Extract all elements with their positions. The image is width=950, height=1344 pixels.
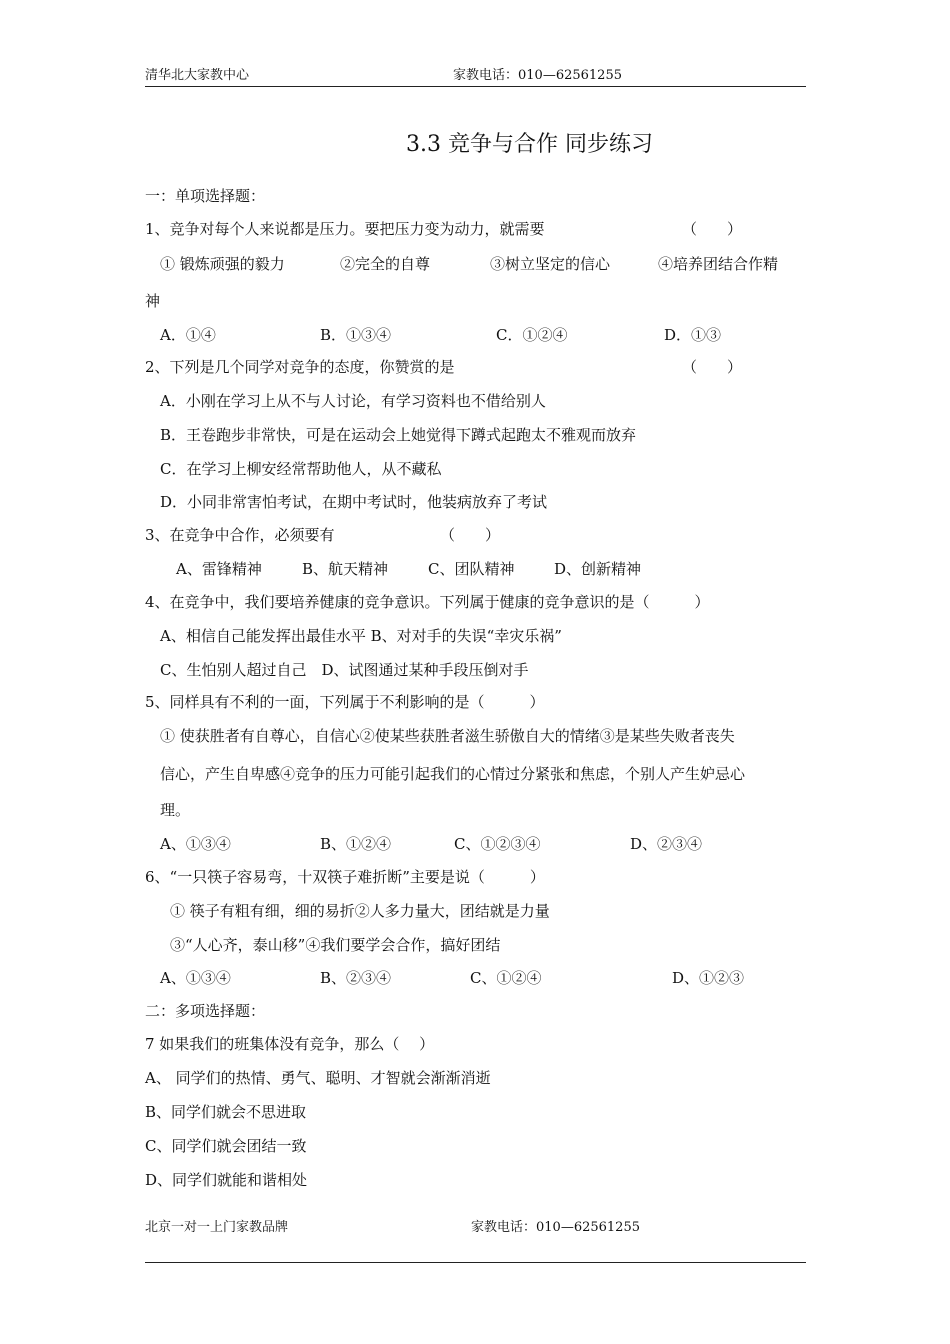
question-6-stem: 6、“一只筷子容易弯，十双筷子难折断”主要是说（ ）: [145, 868, 545, 886]
q1-item: ②完全的自尊: [340, 255, 431, 273]
question-1-stem: 1、竞争对每个人来说都是压力。要把压力变为动力，就需要: [145, 220, 545, 238]
q6-option-c: C、①②④: [470, 969, 542, 987]
page-footer: [145, 1218, 806, 1238]
page-header: [145, 66, 806, 87]
q2-option-d: D．小同非常害怕考试，在期中考试时，他装病放弃了考试: [160, 493, 548, 511]
q1-option-c: C．①②④: [496, 326, 568, 344]
q2-option-c: C．在学习上柳安经常帮助他人，从不藏私: [160, 460, 442, 478]
question-3-stem: 3、在竞争中合作，必须要有: [145, 526, 335, 544]
question-4-stem: 4、在竞争中，我们要培养健康的竞争意识。下列属于健康的竞争意识的是（ ）: [145, 593, 710, 611]
q6-option-d: D、①②③: [672, 969, 745, 987]
question-2-answer-blank: （ ）: [682, 358, 743, 376]
q3-option-a: A、雷锋精神: [176, 560, 262, 578]
header-org: 清华北大家教中心: [145, 68, 250, 83]
q7-option-d: D、同学们就能和谐相处: [145, 1171, 308, 1189]
q3-option-c: C、团队精神: [428, 560, 515, 578]
q5-statement-line: 信心，产生自卑感④竞争的压力可能引起我们的心情过分紧张和焦虑，个别人产生妒忌心: [160, 765, 746, 783]
q1-option-a: A．①④: [160, 326, 216, 344]
header-phone: 家教电话：010—62561255: [453, 68, 622, 83]
q6-statement-line: ① 筷子有粗有细，细的易折②人多力量大，团结就是力量: [170, 902, 550, 920]
q6-option-b: B、②③④: [320, 969, 392, 987]
footer-divider: [145, 1262, 806, 1263]
question-3-answer-blank: （ ）: [440, 526, 501, 544]
q5-option-b: B、①②④: [320, 835, 392, 853]
q2-option-a: A．小刚在学习上从不与人讨论，有学习资料也不借给别人: [160, 392, 546, 410]
q5-option-d: D、②③④: [630, 835, 703, 853]
q6-option-a: A、①③④: [160, 969, 231, 987]
footer-brand: 北京一对一上门家教品牌: [145, 1220, 289, 1235]
q5-option-a: A、①③④: [160, 835, 231, 853]
question-1-answer-blank: （ ）: [682, 220, 743, 238]
q4-options-line: C、生怕别人超过自己 D、试图通过某种手段压倒对手: [160, 661, 529, 679]
q1-item: ③树立坚定的信心: [490, 255, 611, 273]
question-7-stem: 7 如果我们的班集体没有竞争，那么（ ）: [145, 1035, 435, 1053]
q1-item: ① 锻炼顽强的毅力: [160, 255, 285, 273]
q5-statement-line: ① 使获胜者有自尊心，自信心②使某些获胜者滋生骄傲自大的情绪③是某些失败者丧失: [160, 727, 735, 745]
q2-option-b: B．王卷跑步非常快，可是在运动会上她觉得下蹲式起跑太不雅观而放弃: [160, 426, 637, 444]
section-heading-single: 一：单项选择题：: [145, 187, 266, 205]
q1-option-b: B．①③④: [320, 326, 392, 344]
q1-option-d: D．①③: [664, 326, 722, 344]
q4-options-line: A、相信自己能发挥出最佳水平 B、对对手的失误“幸灾乐祸”: [160, 627, 562, 645]
question-2-stem: 2、下列是几个同学对竞争的态度，你赞赏的是: [145, 358, 455, 376]
question-5-stem: 5、同样具有不利的一面，下列属于不利影响的是（ ）: [145, 693, 545, 711]
q1-item: ④培养团结合作精: [658, 255, 779, 273]
q5-option-c: C、①②③④: [454, 835, 541, 853]
q5-statement-line: 理。: [160, 801, 191, 819]
section-heading-multi: 二：多项选择题：: [145, 1002, 266, 1020]
q7-option-a: A、 同学们的热情、勇气、聪明、才智就会渐渐消逝: [145, 1069, 491, 1087]
q7-option-c: C、同学们就会团结一致: [145, 1137, 307, 1155]
q3-option-b: B、航天精神: [302, 560, 389, 578]
q7-option-b: B、同学们就会不思进取: [145, 1103, 307, 1121]
q6-statement-line: ③“人心齐，泰山移”④我们要学会合作，搞好团结: [170, 936, 501, 954]
q3-option-d: D、创新精神: [554, 560, 642, 578]
page-title: 3.3 竞争与合作 同步练习: [406, 132, 653, 157]
q1-item-wrap: 神: [145, 292, 161, 310]
footer-phone: 家教电话：010—62561255: [471, 1220, 640, 1235]
